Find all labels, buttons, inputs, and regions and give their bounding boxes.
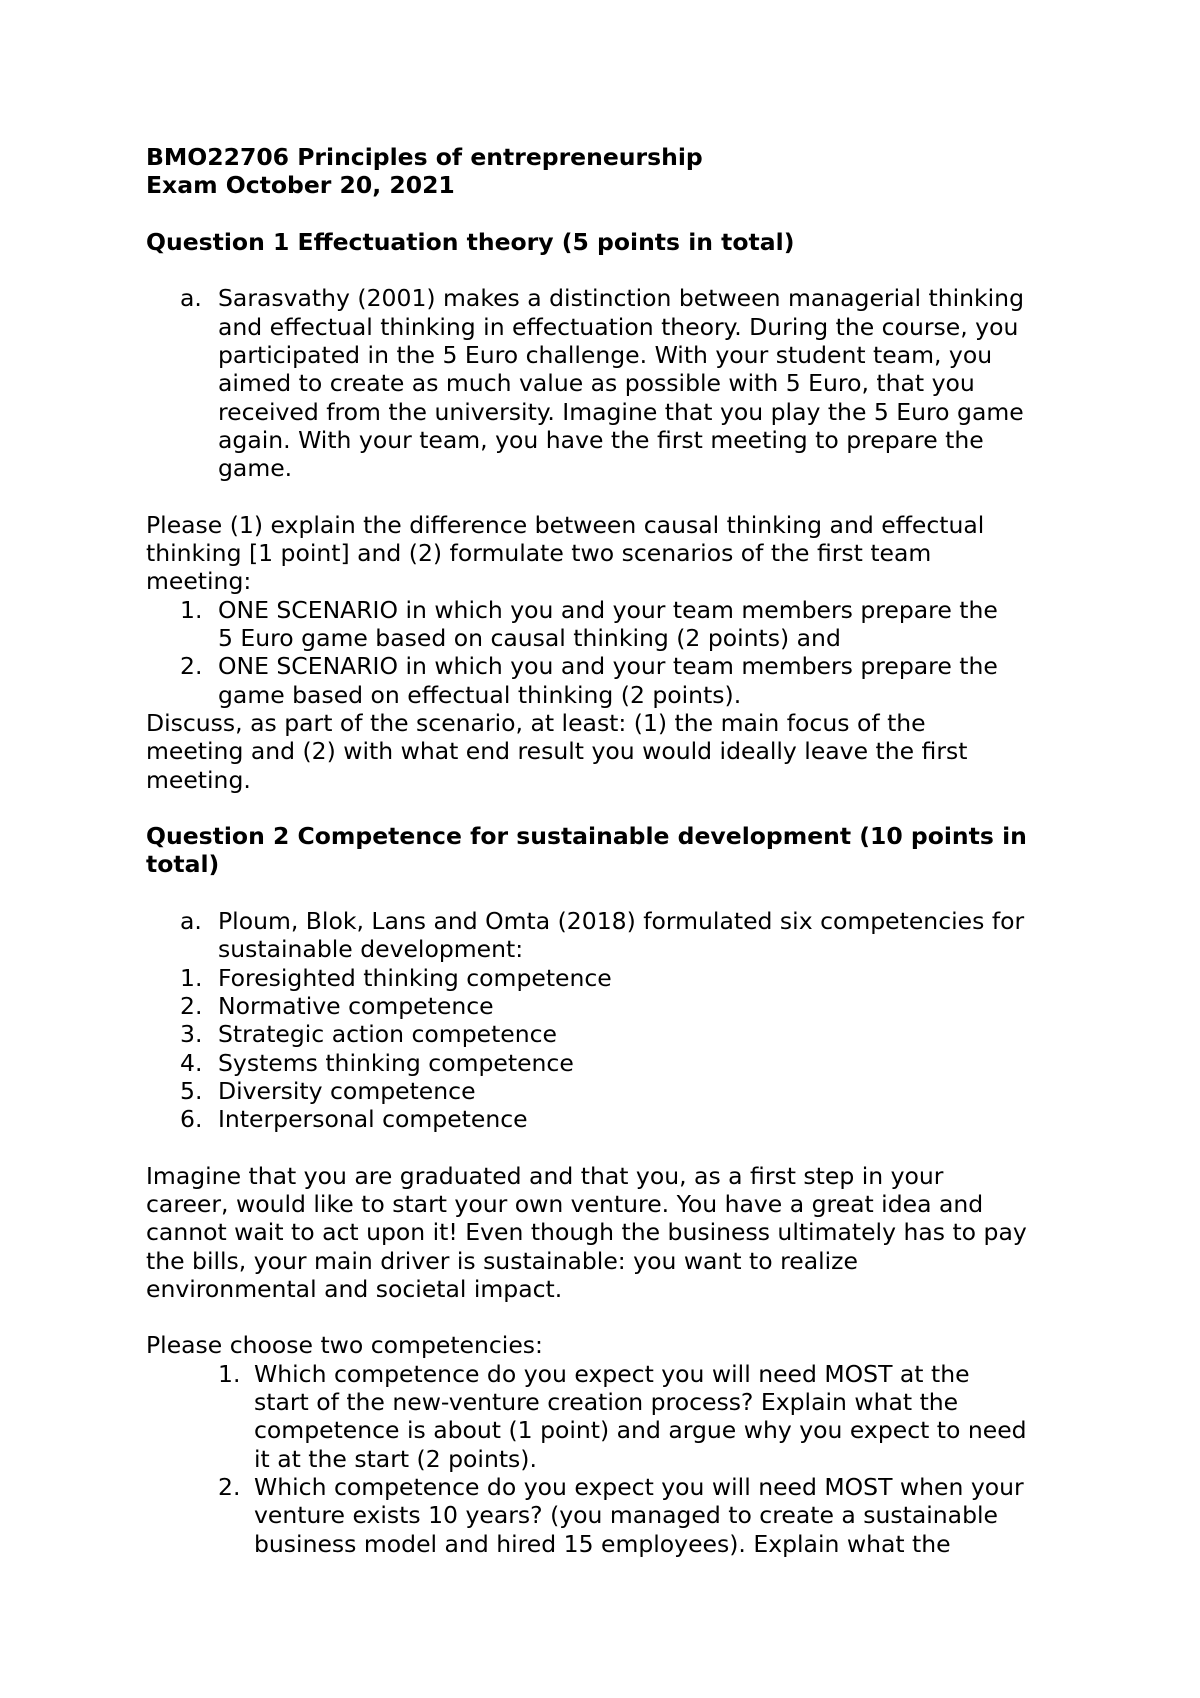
item-marker: 6. bbox=[180, 1105, 203, 1134]
q2-imagine-line: Imagine that you are graduated and that you, as a first step in your bbox=[146, 1161, 944, 1190]
spacer bbox=[146, 1303, 1086, 1331]
item-marker: 1. bbox=[180, 595, 203, 624]
choice-line: business model and hired 15 employees). Explain what the bbox=[254, 1529, 951, 1558]
choice-line: it at the start (2 points). bbox=[254, 1444, 537, 1473]
choice-line: venture exists 10 years? (you managed to create a sustainable bbox=[254, 1501, 998, 1530]
item-marker: a. bbox=[180, 284, 202, 313]
choice-line: start of the new-venture creation process? Explain what the bbox=[254, 1388, 959, 1417]
q1-discuss-line: meeting. bbox=[146, 765, 251, 794]
item-marker: 2. bbox=[180, 991, 203, 1020]
item-marker: 3. bbox=[180, 1020, 203, 1049]
q1-a-line: Sarasvathy (2001) makes a distinction between managerial thinking bbox=[218, 284, 1024, 313]
q1-please-line: meeting: bbox=[146, 567, 252, 596]
scenario-line: game based on effectual thinking (2 points). bbox=[218, 680, 742, 709]
exam-page bbox=[146, 143, 1086, 1558]
competency-label: Strategic action competence bbox=[218, 1020, 558, 1049]
exam-date: Exam October 20, 2021 bbox=[146, 171, 455, 200]
q2-imagine-line: environmental and societal impact. bbox=[146, 1274, 563, 1303]
spacer bbox=[146, 483, 1086, 511]
choice-line: Which competence do you expect you will need MOST when your bbox=[254, 1472, 1024, 1501]
scenario-item bbox=[146, 596, 1086, 653]
competency-label: Systems thinking competence bbox=[218, 1048, 574, 1077]
q1-a-line: and effectual thinking in effectuation theory. During the course, you bbox=[218, 312, 1019, 341]
question-1-item-a bbox=[146, 284, 1086, 482]
question-2-title: Question 2 Competence for sustainable development (10 points in bbox=[146, 822, 1027, 851]
q2-imagine-line: the bills, your main driver is sustainable: you want to realize bbox=[146, 1246, 858, 1275]
spacer bbox=[146, 879, 1086, 907]
competency-item bbox=[146, 1077, 1086, 1105]
q1-a-line: participated in the 5 Euro challenge. With your student team, you bbox=[218, 341, 993, 370]
competency-item bbox=[146, 1105, 1086, 1133]
competency-item bbox=[146, 1020, 1086, 1048]
item-marker: a. bbox=[180, 907, 202, 936]
q2-choose-line: Please choose two competencies: bbox=[146, 1331, 543, 1360]
question-1-title: Question 1 Effectuation theory (5 points in total) bbox=[146, 227, 795, 256]
scenario-line: ONE SCENARIO in which you and your team members prepare the bbox=[218, 652, 998, 681]
item-marker: 1. bbox=[218, 1359, 241, 1388]
competency-label: Foresighted thinking competence bbox=[218, 963, 612, 992]
q2-imagine-line: career, would like to start your own venture. You have a great idea and bbox=[146, 1189, 984, 1218]
competency-label: Interpersonal competence bbox=[218, 1105, 528, 1134]
competency-item bbox=[146, 1049, 1086, 1077]
spacer bbox=[146, 256, 1086, 284]
q1-a-line: aimed to create as much value as possible with 5 Euro, that you bbox=[218, 369, 975, 398]
item-marker: 1. bbox=[180, 963, 203, 992]
competency-item bbox=[146, 964, 1086, 992]
item-marker: 2. bbox=[218, 1472, 241, 1501]
scenario-item bbox=[146, 652, 1086, 709]
choice-item bbox=[146, 1360, 1086, 1473]
q2-imagine-line: cannot wait to act upon it! Even though the business ultimately has to pay bbox=[146, 1218, 1027, 1247]
scenario-line: 5 Euro game based on causal thinking (2 points) and bbox=[218, 624, 841, 653]
question-2-title: total) bbox=[146, 850, 220, 879]
q1-discuss-line: meeting and (2) with what end result you would ideally leave the first bbox=[146, 737, 968, 766]
competency-label: Diversity competence bbox=[218, 1076, 476, 1105]
q1-please-line: thinking [1 point] and (2) formulate two scenarios of the first team bbox=[146, 539, 932, 568]
competency-label: Normative competence bbox=[218, 991, 494, 1020]
choice-line: competence is about (1 point) and argue why you expect to need bbox=[254, 1416, 1027, 1445]
item-marker: 4. bbox=[180, 1048, 203, 1077]
item-marker: 2. bbox=[180, 652, 203, 681]
spacer bbox=[146, 1133, 1086, 1161]
choice-line: Which competence do you expect you will need MOST at the bbox=[254, 1359, 970, 1388]
q1-a-line: again. With your team, you have the first meeting to prepare the bbox=[218, 425, 984, 454]
q1-a-line: game. bbox=[218, 454, 293, 483]
q2-a-line: Ploum, Blok, Lans and Omta (2018) formulated six competencies for bbox=[218, 907, 1025, 936]
spacer bbox=[146, 200, 1086, 228]
spacer bbox=[146, 794, 1086, 822]
question-2-item-a bbox=[146, 907, 1086, 964]
q1-please-line: Please (1) explain the difference between causal thinking and effectual bbox=[146, 510, 985, 539]
q1-discuss-line: Discuss, as part of the scenario, at least: (1) the main focus of the bbox=[146, 708, 926, 737]
scenario-line: ONE SCENARIO in which you and your team members prepare the bbox=[218, 595, 998, 624]
course-title: BMO22706 Principles of entrepreneurship bbox=[146, 143, 703, 171]
item-marker: 5. bbox=[180, 1076, 203, 1105]
choice-item bbox=[146, 1473, 1086, 1558]
competency-item bbox=[146, 992, 1086, 1020]
q1-a-line: received from the university. Imagine that you play the 5 Euro game bbox=[218, 397, 1024, 426]
q2-a-line: sustainable development: bbox=[218, 935, 524, 964]
